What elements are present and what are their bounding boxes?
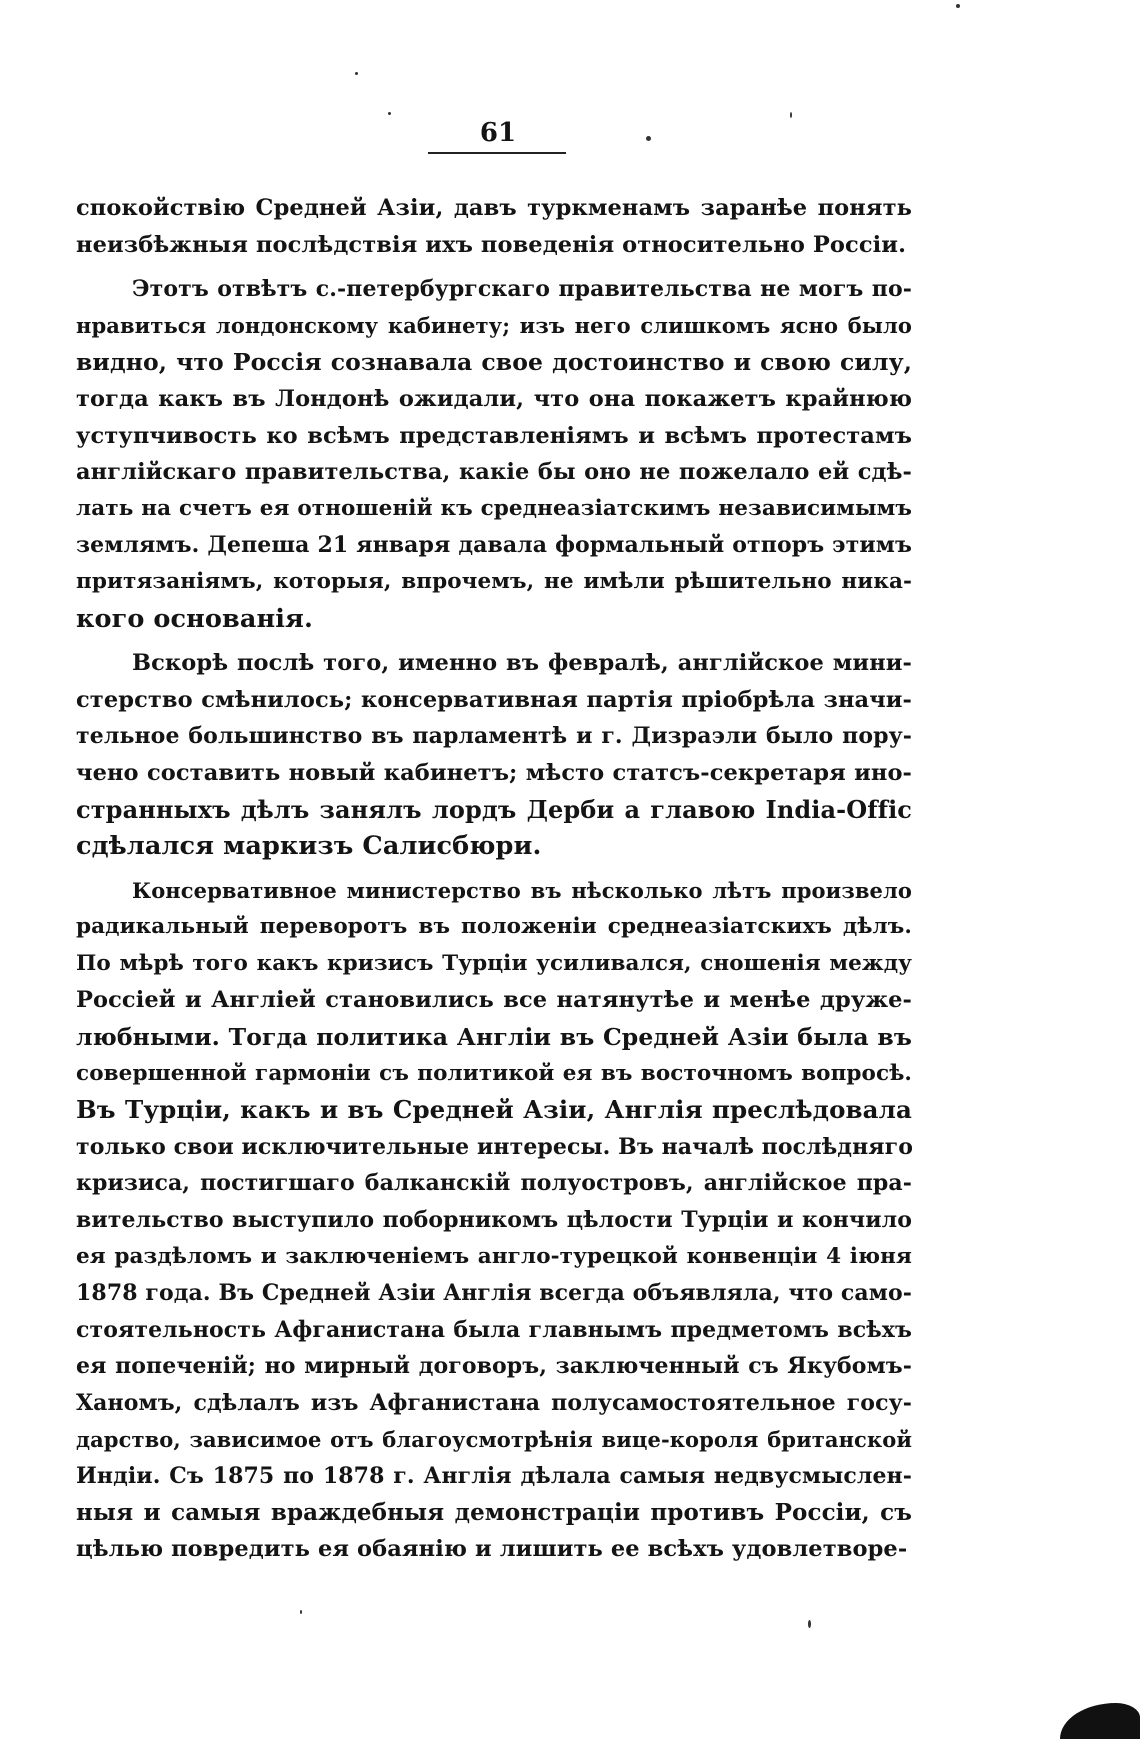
text-line: только свои исключительные интересы. Въ началѣ послѣдняго	[76, 1133, 913, 1160]
text-line: дарство, зависимое отъ благоусмотрѣнія вице-короля британской	[76, 1426, 912, 1452]
text-line: лать на счетъ ея отношеній къ среднеазіатскимъ независимымъ	[76, 495, 912, 521]
text-line: цѣлью повредить ея обаянію и лишить ее всѣхъ удовлетворе-	[76, 1536, 908, 1563]
paragraph-p3	[76, 645, 912, 865]
page-number-rule	[428, 152, 566, 154]
text-line: Индіи. Съ 1875 по 1878 г. Англія дѣлала самыя недвусмыслен-	[76, 1463, 912, 1490]
text-line: кризиса, постигшаго балканскій полуостровъ, англійское пра-	[76, 1170, 912, 1197]
text-line: Ханомъ, сдѣлалъ изъ Афганистана полусамостоятельное госу-	[76, 1390, 912, 1416]
text-line: странныхъ дѣлъ занялъ лордъ Дерби а главою India-Offic	[76, 794, 912, 824]
text-line: Россіей и Англіей становились все натянутѣе и менѣе друже-	[76, 987, 912, 1014]
text-line: Этотъ отвѣтъ с.-петербургскаго правительства не могъ по-	[132, 276, 912, 303]
text-line: стоятельность Афганистана была главнымъ предметомъ всѣхъ	[76, 1316, 912, 1343]
text-line: уступчивость ко всѣмъ представленіямъ и всѣмъ протестамъ	[76, 422, 912, 449]
scan-speck	[790, 112, 792, 118]
paragraph-p1	[76, 190, 912, 263]
text-line: ея раздѣломъ и заключеніемъ англо-турецкой конвенціи 4 іюня	[76, 1243, 912, 1269]
text-line: Консервативное министерство въ нѣсколько лѣтъ произвело	[132, 877, 912, 903]
text-line: По мѣрѣ того какъ кризисъ Турціи усиливался, сношенія между	[76, 950, 912, 976]
text-line: ныя и самыя враждебныя демонстраціи противъ Россіи, съ	[76, 1498, 912, 1526]
text-body	[76, 190, 912, 1568]
paragraph-gap	[76, 637, 912, 645]
text-line: англійскаго правительства, какіе бы оно не пожелало ей сдѣ-	[76, 459, 912, 486]
scan-speck	[956, 4, 960, 8]
text-line: любными. Тогда политика Англіи въ Средней Азіи была въ	[76, 1023, 912, 1052]
text-line: видно, что Россія сознавала свое достоинство и свою силу,	[76, 348, 912, 377]
text-line: нравиться лондонскому кабинету; изъ него слишкомъ ясно было	[76, 312, 912, 338]
text-line: тогда какъ въ Лондонѣ ожидали, что она покажетъ крайнюю	[76, 385, 912, 412]
text-line: землямъ. Депеша 21 января давала формальный отпоръ этимъ	[76, 532, 912, 559]
text-line: спокойствію Средней Азіи, давъ туркменамъ заранѣе понять	[76, 195, 912, 221]
text-line: стерство смѣнилось; консервативная партія пріобрѣла значи-	[76, 686, 912, 713]
text-line: сдѣлался маркизъ Салисбюри.	[76, 831, 542, 862]
text-line: Вскорѣ послѣ того, именно въ февралѣ, англійское мини-	[132, 650, 912, 677]
scan-corner-blot	[1060, 1703, 1140, 1739]
scan-speck	[388, 112, 391, 115]
text-line: 1878 года. Въ Средней Азіи Англія всегда объявляла, что само-	[76, 1280, 912, 1307]
text-line: Въ Турціи, какъ и въ Средней Азіи, Англія преслѣдовала	[76, 1095, 912, 1125]
paragraph-p4	[76, 873, 912, 1568]
text-line: притязаніямъ, которыя, впрочемъ, не имѣли рѣшительно ника-	[76, 568, 912, 594]
page-number: 61	[479, 118, 517, 148]
text-line: вительство выступило поборникомъ цѣлости Турціи и кончило	[76, 1207, 912, 1234]
text-line: чено составить новый кабинетъ; мѣсто статсъ-секретаря ино-	[76, 759, 912, 786]
scan-speck	[646, 136, 651, 141]
text-line: совершенной гармоніи съ политикой ея въ восточномъ вопросѣ.	[76, 1060, 912, 1086]
scan-speck	[300, 1610, 302, 1614]
text-line: радикальный переворотъ въ положеніи среднеазіатскихъ дѣлъ.	[76, 914, 912, 940]
paragraph-gap	[76, 865, 912, 873]
paragraph-p2	[76, 271, 912, 637]
text-line: неизбѣжныя послѣдствія ихъ поведенія относительно Россіи.	[76, 231, 907, 258]
text-line: тельное большинство въ парламентѣ и г. Дизраэли было пору-	[76, 723, 912, 750]
text-line: кого основанія.	[76, 603, 313, 634]
scan-speck	[355, 72, 358, 75]
scan-speck	[808, 1620, 811, 1628]
paragraph-gap	[76, 263, 912, 271]
text-line: ея попеченій; но мирный договоръ, заключенный съ Якубомъ-	[76, 1353, 912, 1380]
